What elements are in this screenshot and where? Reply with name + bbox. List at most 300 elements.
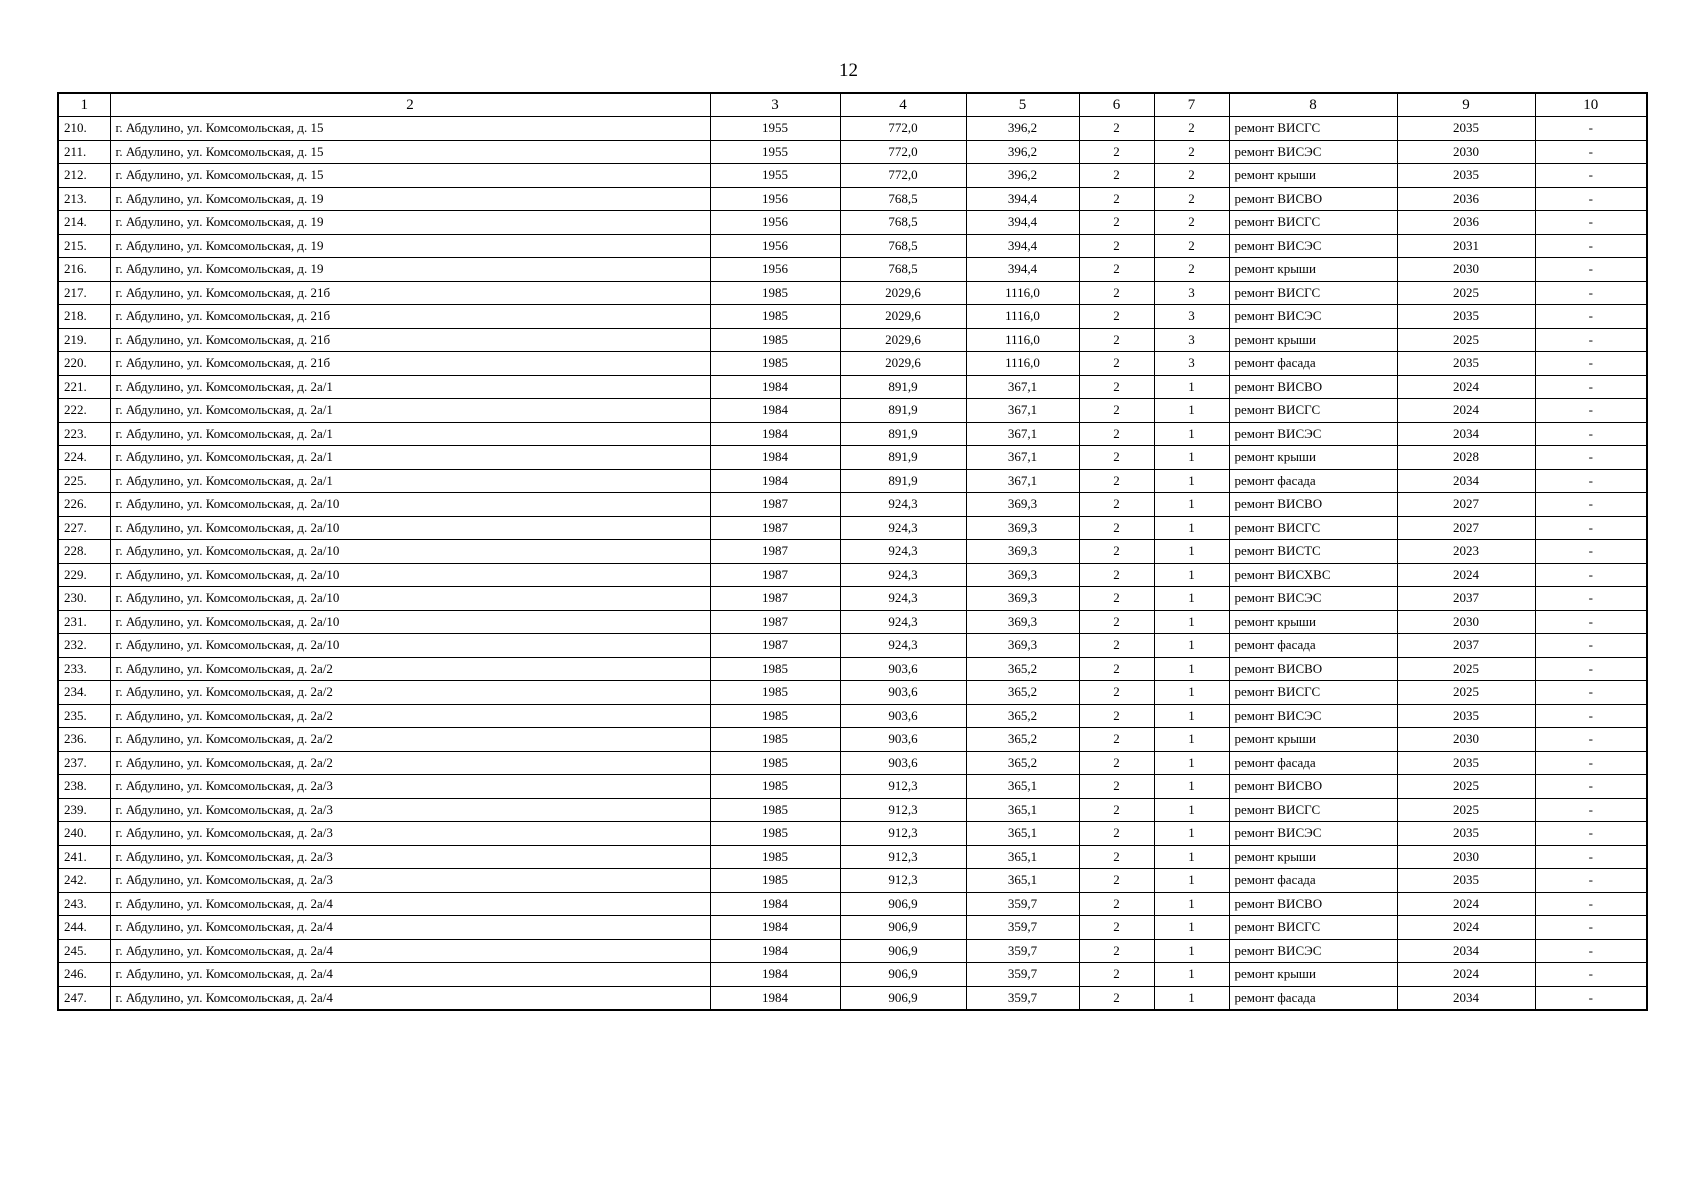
- year-cell: 1955: [710, 164, 840, 188]
- row-number: 238.: [58, 775, 110, 799]
- note-cell: -: [1535, 798, 1647, 822]
- note-cell: -: [1535, 234, 1647, 258]
- year-cell: 1987: [710, 610, 840, 634]
- address-cell: г. Абдулино, ул. Комсомольская, д. 2а/4: [110, 939, 710, 963]
- note-cell: -: [1535, 892, 1647, 916]
- floors-cell: 2: [1079, 234, 1154, 258]
- table-row: [58, 469, 1647, 493]
- living-area-cell: 369,3: [966, 540, 1079, 564]
- total-area-cell: 924,3: [840, 540, 966, 564]
- note-cell: -: [1535, 516, 1647, 540]
- entrances-cell: 1: [1154, 610, 1229, 634]
- row-number: 247.: [58, 986, 110, 1010]
- total-area-cell: 772,0: [840, 117, 966, 141]
- row-number: 246.: [58, 963, 110, 987]
- row-number: 233.: [58, 657, 110, 681]
- address-cell: г. Абдулино, ул. Комсомольская, д. 2а/3: [110, 798, 710, 822]
- work-type-cell: ремонт ВИСТС: [1229, 540, 1397, 564]
- row-number: 245.: [58, 939, 110, 963]
- total-area-cell: 906,9: [840, 939, 966, 963]
- year-cell: 1985: [710, 305, 840, 329]
- floors-cell: 2: [1079, 610, 1154, 634]
- note-cell: -: [1535, 140, 1647, 164]
- table-row: [58, 399, 1647, 423]
- total-area-cell: 912,3: [840, 822, 966, 846]
- work-type-cell: ремонт фасада: [1229, 469, 1397, 493]
- planned-year-cell: 2035: [1397, 305, 1535, 329]
- living-area-cell: 367,1: [966, 399, 1079, 423]
- note-cell: -: [1535, 751, 1647, 775]
- note-cell: -: [1535, 469, 1647, 493]
- planned-year-cell: 2035: [1397, 751, 1535, 775]
- address-cell: г. Абдулино, ул. Комсомольская, д. 2а/4: [110, 916, 710, 940]
- work-type-cell: ремонт ВИСГС: [1229, 916, 1397, 940]
- note-cell: -: [1535, 305, 1647, 329]
- year-cell: 1987: [710, 587, 840, 611]
- table-row: [58, 916, 1647, 940]
- living-area-cell: 396,2: [966, 117, 1079, 141]
- floors-cell: 2: [1079, 375, 1154, 399]
- total-area-cell: 903,6: [840, 728, 966, 752]
- table-row: [58, 493, 1647, 517]
- floors-cell: 2: [1079, 657, 1154, 681]
- row-number: 217.: [58, 281, 110, 305]
- address-cell: г. Абдулино, ул. Комсомольская, д. 2а/1: [110, 375, 710, 399]
- entrances-cell: 1: [1154, 822, 1229, 846]
- total-area-cell: 2029,6: [840, 281, 966, 305]
- living-area-cell: 369,3: [966, 493, 1079, 517]
- entrances-cell: 1: [1154, 563, 1229, 587]
- living-area-cell: 365,2: [966, 681, 1079, 705]
- living-area-cell: 394,4: [966, 234, 1079, 258]
- planned-year-cell: 2030: [1397, 728, 1535, 752]
- year-cell: 1985: [710, 845, 840, 869]
- total-area-cell: 903,6: [840, 751, 966, 775]
- entrances-cell: 1: [1154, 681, 1229, 705]
- row-number: 239.: [58, 798, 110, 822]
- year-cell: 1984: [710, 963, 840, 987]
- table-row: [58, 281, 1647, 305]
- living-area-cell: 1116,0: [966, 281, 1079, 305]
- entrances-cell: 1: [1154, 939, 1229, 963]
- row-number: 210.: [58, 117, 110, 141]
- floors-cell: 2: [1079, 540, 1154, 564]
- table-row: [58, 140, 1647, 164]
- living-area-cell: 1116,0: [966, 352, 1079, 376]
- living-area-cell: 365,2: [966, 751, 1079, 775]
- floors-cell: 2: [1079, 516, 1154, 540]
- planned-year-cell: 2024: [1397, 916, 1535, 940]
- note-cell: -: [1535, 493, 1647, 517]
- work-type-cell: ремонт фасада: [1229, 986, 1397, 1010]
- floors-cell: 2: [1079, 493, 1154, 517]
- entrances-cell: 1: [1154, 446, 1229, 470]
- total-area-cell: 912,3: [840, 798, 966, 822]
- table-row: [58, 822, 1647, 846]
- entrances-cell: 1: [1154, 892, 1229, 916]
- table-row: [58, 986, 1647, 1010]
- planned-year-cell: 2028: [1397, 446, 1535, 470]
- work-type-cell: ремонт ВИСЭС: [1229, 822, 1397, 846]
- row-number: 216.: [58, 258, 110, 282]
- total-area-cell: 906,9: [840, 986, 966, 1010]
- row-number: 228.: [58, 540, 110, 564]
- planned-year-cell: 2034: [1397, 422, 1535, 446]
- column-header: 1: [58, 93, 110, 117]
- total-area-cell: 903,6: [840, 704, 966, 728]
- living-area-cell: 369,3: [966, 587, 1079, 611]
- entrances-cell: 1: [1154, 916, 1229, 940]
- table-row: [58, 963, 1647, 987]
- table-row: [58, 516, 1647, 540]
- planned-year-cell: 2025: [1397, 681, 1535, 705]
- year-cell: 1985: [710, 728, 840, 752]
- planned-year-cell: 2030: [1397, 845, 1535, 869]
- work-type-cell: ремонт крыши: [1229, 328, 1397, 352]
- work-type-cell: ремонт ВИСВО: [1229, 375, 1397, 399]
- address-cell: г. Абдулино, ул. Комсомольская, д. 2а/4: [110, 892, 710, 916]
- year-cell: 1956: [710, 211, 840, 235]
- note-cell: -: [1535, 939, 1647, 963]
- total-area-cell: 768,5: [840, 234, 966, 258]
- row-number: 224.: [58, 446, 110, 470]
- floors-cell: 2: [1079, 352, 1154, 376]
- row-number: 236.: [58, 728, 110, 752]
- work-type-cell: ремонт ВИСЭС: [1229, 704, 1397, 728]
- entrances-cell: 1: [1154, 704, 1229, 728]
- address-cell: г. Абдулино, ул. Комсомольская, д. 2а/4: [110, 963, 710, 987]
- planned-year-cell: 2035: [1397, 164, 1535, 188]
- table-row: [58, 869, 1647, 893]
- year-cell: 1985: [710, 352, 840, 376]
- planned-year-cell: 2025: [1397, 328, 1535, 352]
- total-area-cell: 906,9: [840, 916, 966, 940]
- entrances-cell: 1: [1154, 399, 1229, 423]
- row-number: 212.: [58, 164, 110, 188]
- column-header: 2: [110, 93, 710, 117]
- floors-cell: 2: [1079, 399, 1154, 423]
- total-area-cell: 912,3: [840, 845, 966, 869]
- total-area-cell: 772,0: [840, 140, 966, 164]
- address-cell: г. Абдулино, ул. Комсомольская, д. 2а/10: [110, 516, 710, 540]
- work-type-cell: ремонт ВИСГС: [1229, 681, 1397, 705]
- entrances-cell: 1: [1154, 986, 1229, 1010]
- column-header: 3: [710, 93, 840, 117]
- address-cell: г. Абдулино, ул. Комсомольская, д. 2а/1: [110, 422, 710, 446]
- planned-year-cell: 2025: [1397, 657, 1535, 681]
- table-row: [58, 211, 1647, 235]
- total-area-cell: 891,9: [840, 399, 966, 423]
- planned-year-cell: 2024: [1397, 399, 1535, 423]
- planned-year-cell: 2035: [1397, 704, 1535, 728]
- living-area-cell: 369,3: [966, 563, 1079, 587]
- address-cell: г. Абдулино, ул. Комсомольская, д. 2а/2: [110, 704, 710, 728]
- entrances-cell: 2: [1154, 211, 1229, 235]
- note-cell: -: [1535, 446, 1647, 470]
- entrances-cell: 3: [1154, 305, 1229, 329]
- planned-year-cell: 2036: [1397, 211, 1535, 235]
- year-cell: 1985: [710, 751, 840, 775]
- note-cell: -: [1535, 986, 1647, 1010]
- note-cell: -: [1535, 845, 1647, 869]
- row-number: 231.: [58, 610, 110, 634]
- year-cell: 1985: [710, 681, 840, 705]
- planned-year-cell: 2034: [1397, 939, 1535, 963]
- row-number: 218.: [58, 305, 110, 329]
- work-type-cell: ремонт ВИСГС: [1229, 516, 1397, 540]
- floors-cell: 2: [1079, 704, 1154, 728]
- planned-year-cell: 2035: [1397, 869, 1535, 893]
- floors-cell: 2: [1079, 681, 1154, 705]
- work-type-cell: ремонт крыши: [1229, 845, 1397, 869]
- total-area-cell: 912,3: [840, 869, 966, 893]
- entrances-cell: 1: [1154, 469, 1229, 493]
- row-number: 241.: [58, 845, 110, 869]
- note-cell: -: [1535, 916, 1647, 940]
- note-cell: -: [1535, 211, 1647, 235]
- column-header: 7: [1154, 93, 1229, 117]
- table-row: [58, 657, 1647, 681]
- year-cell: 1984: [710, 469, 840, 493]
- work-type-cell: ремонт ВИСГС: [1229, 281, 1397, 305]
- address-cell: г. Абдулино, ул. Комсомольская, д. 2а/2: [110, 657, 710, 681]
- floors-cell: 2: [1079, 939, 1154, 963]
- address-cell: г. Абдулино, ул. Комсомольская, д. 21б: [110, 328, 710, 352]
- address-cell: г. Абдулино, ул. Комсомольская, д. 2а/3: [110, 775, 710, 799]
- entrances-cell: 1: [1154, 587, 1229, 611]
- total-area-cell: 924,3: [840, 610, 966, 634]
- table-row: [58, 187, 1647, 211]
- planned-year-cell: 2024: [1397, 563, 1535, 587]
- year-cell: 1987: [710, 540, 840, 564]
- year-cell: 1985: [710, 869, 840, 893]
- address-cell: г. Абдулино, ул. Комсомольская, д. 2а/2: [110, 751, 710, 775]
- living-area-cell: 369,3: [966, 634, 1079, 658]
- floors-cell: 2: [1079, 305, 1154, 329]
- total-area-cell: 2029,6: [840, 328, 966, 352]
- note-cell: -: [1535, 422, 1647, 446]
- work-type-cell: ремонт крыши: [1229, 164, 1397, 188]
- living-area-cell: 369,3: [966, 610, 1079, 634]
- living-area-cell: 365,2: [966, 704, 1079, 728]
- entrances-cell: 1: [1154, 869, 1229, 893]
- planned-year-cell: 2024: [1397, 892, 1535, 916]
- address-cell: г. Абдулино, ул. Комсомольская, д. 2а/1: [110, 469, 710, 493]
- row-number: 230.: [58, 587, 110, 611]
- living-area-cell: 394,4: [966, 258, 1079, 282]
- work-type-cell: ремонт ВИСГС: [1229, 117, 1397, 141]
- work-type-cell: ремонт ВИСГС: [1229, 798, 1397, 822]
- address-cell: г. Абдулино, ул. Комсомольская, д. 2а/3: [110, 822, 710, 846]
- floors-cell: 2: [1079, 986, 1154, 1010]
- total-area-cell: 906,9: [840, 963, 966, 987]
- address-cell: г. Абдулино, ул. Комсомольская, д. 2а/10: [110, 634, 710, 658]
- table-row: [58, 164, 1647, 188]
- living-area-cell: 1116,0: [966, 328, 1079, 352]
- entrances-cell: 1: [1154, 963, 1229, 987]
- year-cell: 1985: [710, 657, 840, 681]
- work-type-cell: ремонт ВИСВО: [1229, 775, 1397, 799]
- year-cell: 1984: [710, 939, 840, 963]
- work-type-cell: ремонт ВИСВО: [1229, 657, 1397, 681]
- total-area-cell: 891,9: [840, 469, 966, 493]
- floors-cell: 2: [1079, 328, 1154, 352]
- total-area-cell: 924,3: [840, 587, 966, 611]
- work-type-cell: ремонт ВИСЭС: [1229, 234, 1397, 258]
- work-type-cell: ремонт ВИСЭС: [1229, 305, 1397, 329]
- living-area-cell: 365,1: [966, 845, 1079, 869]
- planned-year-cell: 2031: [1397, 234, 1535, 258]
- row-number: 243.: [58, 892, 110, 916]
- year-cell: 1987: [710, 493, 840, 517]
- floors-cell: 2: [1079, 728, 1154, 752]
- work-type-cell: ремонт крыши: [1229, 446, 1397, 470]
- work-type-cell: ремонт крыши: [1229, 610, 1397, 634]
- entrances-cell: 3: [1154, 328, 1229, 352]
- address-cell: г. Абдулино, ул. Комсомольская, д. 2а/10: [110, 563, 710, 587]
- planned-year-cell: 2025: [1397, 281, 1535, 305]
- floors-cell: 2: [1079, 916, 1154, 940]
- address-cell: г. Абдулино, ул. Комсомольская, д. 2а/3: [110, 869, 710, 893]
- table-row: [58, 352, 1647, 376]
- floors-cell: 2: [1079, 869, 1154, 893]
- row-number: 214.: [58, 211, 110, 235]
- note-cell: -: [1535, 563, 1647, 587]
- work-type-cell: ремонт фасада: [1229, 869, 1397, 893]
- row-number: 244.: [58, 916, 110, 940]
- row-number: 215.: [58, 234, 110, 258]
- address-cell: г. Абдулино, ул. Комсомольская, д. 19: [110, 234, 710, 258]
- work-type-cell: ремонт ВИСЭС: [1229, 140, 1397, 164]
- entrances-cell: 1: [1154, 751, 1229, 775]
- year-cell: 1984: [710, 446, 840, 470]
- floors-cell: 2: [1079, 258, 1154, 282]
- note-cell: -: [1535, 540, 1647, 564]
- row-number: 229.: [58, 563, 110, 587]
- floors-cell: 2: [1079, 422, 1154, 446]
- note-cell: -: [1535, 328, 1647, 352]
- year-cell: 1955: [710, 140, 840, 164]
- table-row: [58, 610, 1647, 634]
- year-cell: 1956: [710, 234, 840, 258]
- note-cell: -: [1535, 187, 1647, 211]
- table-row: [58, 728, 1647, 752]
- entrances-cell: 1: [1154, 516, 1229, 540]
- table-row: [58, 234, 1647, 258]
- year-cell: 1985: [710, 798, 840, 822]
- entrances-cell: 1: [1154, 422, 1229, 446]
- floors-cell: 2: [1079, 587, 1154, 611]
- entrances-cell: 2: [1154, 164, 1229, 188]
- planned-year-cell: 2036: [1397, 187, 1535, 211]
- table-row: [58, 751, 1647, 775]
- entrances-cell: 2: [1154, 187, 1229, 211]
- table-row: [58, 328, 1647, 352]
- note-cell: -: [1535, 610, 1647, 634]
- total-area-cell: 891,9: [840, 375, 966, 399]
- table-row: [58, 446, 1647, 470]
- floors-cell: 2: [1079, 892, 1154, 916]
- planned-year-cell: 2027: [1397, 493, 1535, 517]
- living-area-cell: 365,1: [966, 775, 1079, 799]
- address-cell: г. Абдулино, ул. Комсомольская, д. 19: [110, 211, 710, 235]
- living-area-cell: 396,2: [966, 164, 1079, 188]
- note-cell: -: [1535, 775, 1647, 799]
- total-area-cell: 772,0: [840, 164, 966, 188]
- row-number: 221.: [58, 375, 110, 399]
- floors-cell: 2: [1079, 775, 1154, 799]
- address-cell: г. Абдулино, ул. Комсомольская, д. 2а/2: [110, 681, 710, 705]
- year-cell: 1956: [710, 258, 840, 282]
- address-cell: г. Абдулино, ул. Комсомольская, д. 21б: [110, 305, 710, 329]
- table-row: [58, 422, 1647, 446]
- column-header: 6: [1079, 93, 1154, 117]
- living-area-cell: 365,2: [966, 728, 1079, 752]
- work-type-cell: ремонт ВИСВО: [1229, 892, 1397, 916]
- note-cell: -: [1535, 963, 1647, 987]
- year-cell: 1987: [710, 516, 840, 540]
- entrances-cell: 2: [1154, 140, 1229, 164]
- planned-year-cell: 2024: [1397, 375, 1535, 399]
- note-cell: -: [1535, 258, 1647, 282]
- floors-cell: 2: [1079, 963, 1154, 987]
- row-number: 242.: [58, 869, 110, 893]
- table-row: [58, 634, 1647, 658]
- row-number: 227.: [58, 516, 110, 540]
- planned-year-cell: 2025: [1397, 798, 1535, 822]
- floors-cell: 2: [1079, 845, 1154, 869]
- entrances-cell: 2: [1154, 258, 1229, 282]
- total-area-cell: 924,3: [840, 563, 966, 587]
- total-area-cell: 924,3: [840, 516, 966, 540]
- entrances-cell: 2: [1154, 234, 1229, 258]
- floors-cell: 2: [1079, 822, 1154, 846]
- total-area-cell: 768,5: [840, 258, 966, 282]
- total-area-cell: 924,3: [840, 634, 966, 658]
- living-area-cell: 394,4: [966, 187, 1079, 211]
- entrances-cell: 2: [1154, 117, 1229, 141]
- planned-year-cell: 2030: [1397, 258, 1535, 282]
- address-cell: г. Абдулино, ул. Комсомольская, д. 21б: [110, 352, 710, 376]
- year-cell: 1984: [710, 375, 840, 399]
- column-header: 4: [840, 93, 966, 117]
- table-row: [58, 939, 1647, 963]
- year-cell: 1955: [710, 117, 840, 141]
- table-row: [58, 563, 1647, 587]
- table-row: [58, 775, 1647, 799]
- table-row: [58, 375, 1647, 399]
- row-number: 237.: [58, 751, 110, 775]
- planned-year-cell: 2024: [1397, 963, 1535, 987]
- address-cell: г. Абдулино, ул. Комсомольская, д. 2а/3: [110, 845, 710, 869]
- table-row: [58, 258, 1647, 282]
- work-type-cell: ремонт крыши: [1229, 258, 1397, 282]
- note-cell: -: [1535, 375, 1647, 399]
- note-cell: -: [1535, 117, 1647, 141]
- row-number: 211.: [58, 140, 110, 164]
- year-cell: 1985: [710, 328, 840, 352]
- work-type-cell: ремонт фасада: [1229, 634, 1397, 658]
- note-cell: -: [1535, 399, 1647, 423]
- year-cell: 1987: [710, 563, 840, 587]
- work-type-cell: ремонт ВИСГС: [1229, 399, 1397, 423]
- entrances-cell: 1: [1154, 634, 1229, 658]
- work-type-cell: ремонт крыши: [1229, 963, 1397, 987]
- entrances-cell: 1: [1154, 728, 1229, 752]
- address-cell: г. Абдулино, ул. Комсомольская, д. 21б: [110, 281, 710, 305]
- entrances-cell: 1: [1154, 493, 1229, 517]
- work-type-cell: ремонт крыши: [1229, 728, 1397, 752]
